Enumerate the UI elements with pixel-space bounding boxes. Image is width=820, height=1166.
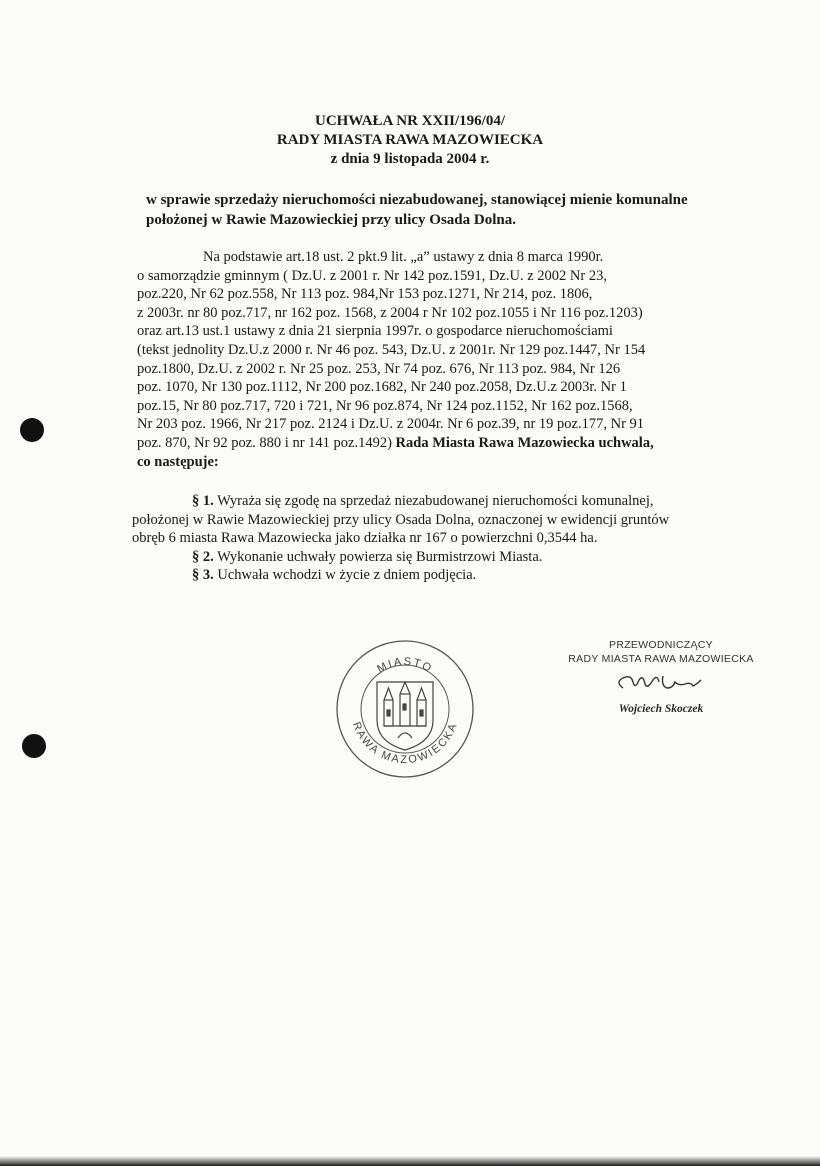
council-resolves: Rada Miasta Rawa Mazowiecka uchwala, — [395, 434, 654, 451]
legal-basis-line: poz.15, Nr 80 poz.717, 720 i 721, Nr 96 poz.874, Nr 124 poz.1152, Nr 162 poz.1568, — [137, 397, 633, 414]
resolution-date: z dnia 9 listopada 2004 r. — [330, 151, 490, 167]
signatory-role-line-2: RADY MIASTA RAWA MAZOWIECKA — [568, 653, 754, 665]
legal-basis-line: z 2003r. nr 80 poz.717, nr 162 poz. 1568, z 2004 r Nr 102 poz.1055 i Nr 116 poz.1203) — [137, 304, 643, 321]
legal-basis-line: (tekst jednolity Dz.U.z 2000 r. Nr 46 poz. 543, Dz.U. z 2001r. Nr 129 poz.1447, Nr 154 — [137, 341, 646, 358]
subject-line-2: położonej w Rawie Mazowieckiej przy ulicy Osada Dolna. — [146, 212, 516, 228]
punch-hole-top — [20, 418, 44, 442]
legal-basis-line: o samorządzie gminnym ( Dz.U. z 2001 r. Nr 142 poz.1591, Dz.U. z 2002 Nr 23, — [137, 267, 607, 284]
section-1-line-1 — [132, 492, 762, 511]
handwritten-signature-icon — [601, 670, 721, 696]
city-seal — [334, 638, 476, 780]
resolution-subject — [146, 190, 766, 230]
section-2 — [132, 548, 762, 567]
resolution-header — [0, 112, 820, 169]
signatory-name: Wojciech Skoczek — [618, 703, 704, 715]
legal-basis-line: oraz art.13 ust.1 ustawy z dnia 21 sierpnia 1997r. o gospodarce nieruchomościami — [137, 323, 613, 340]
resolution-sections — [132, 492, 762, 585]
legal-basis-last-text: poz. 870, Nr 92 poz. 880 i nr 141 poz.1492) — [137, 434, 396, 451]
signature-block — [548, 638, 774, 715]
seal-top-text: MIASTO — [375, 655, 435, 676]
coat-of-arms-icon — [377, 682, 433, 750]
legal-basis-line: poz. 1070, Nr 130 poz.1112, Nr 200 poz.1682, Nr 240 poz.2058, Dz.U.z 2003r. Nr 1 — [137, 379, 627, 396]
section-2-text: Wykonanie uchwały powierza się Burmistrzowi Miasta. — [213, 548, 543, 565]
legal-basis — [137, 248, 752, 471]
section-1-mark: § 1. — [192, 493, 214, 509]
council-name: RADY MIASTA RAWA MAZOWIECKA — [276, 132, 544, 148]
section-1-line-2: położonej w Rawie Mazowieckiej przy ulicy Osada Dolna, oznaczonej w ewidencji gruntów — [132, 511, 670, 528]
subject-line-1: w sprawie sprzedaży nieruchomości niezabudowanej, stanowiącej mienie komunalne — [146, 192, 688, 208]
seal-bottom-text: RAWA MAZOWIECKA — [349, 720, 461, 767]
section-3-mark: § 3. — [192, 567, 214, 584]
legal-basis-line: poz.1800, Dz.U. z 2002 r. Nr 25 poz. 253, Nr 74 poz. 676, Nr 113 poz. 984, Nr 126 — [137, 360, 621, 377]
punch-hole-bottom — [22, 734, 46, 758]
section-3 — [132, 566, 762, 585]
legal-basis-last-line — [137, 434, 752, 453]
legal-basis-line: Na podstawie art.18 ust. 2 pkt.9 lit. „a” ustawy z dnia 8 marca 1990r. — [203, 249, 604, 265]
section-2-mark: § 2. — [192, 548, 214, 565]
legal-basis-line: Nr 203 poz. 1966, Nr 217 poz. 2124 i Dz.U. z 2004r. Nr 6 poz.39, nr 19 poz.177, Nr 91 — [137, 416, 645, 433]
section-1-text: Wyraża się zgodę na sprzedaż niezabudowanej nieruchomości komunalnej, — [213, 493, 654, 509]
as-follows: co następuje: — [137, 453, 219, 470]
section-1-line-3: obręb 6 miasta Rawa Mazowiecka jako działka nr 167 o powierzchni 0,3544 ha. — [132, 530, 598, 547]
section-3-text: Uchwała wchodzi w życie z dniem podjęcia. — [213, 567, 477, 584]
scan-edge — [0, 1156, 820, 1166]
signatory-role-line-1: PRZEWODNICZĄCY — [609, 639, 713, 651]
resolution-number: UCHWAŁA NR XXII/196/04/ — [314, 113, 506, 129]
legal-basis-line: poz.220, Nr 62 poz.558, Nr 113 poz. 984,Nr 153 poz.1271, Nr 214, poz. 1806, — [137, 286, 593, 303]
